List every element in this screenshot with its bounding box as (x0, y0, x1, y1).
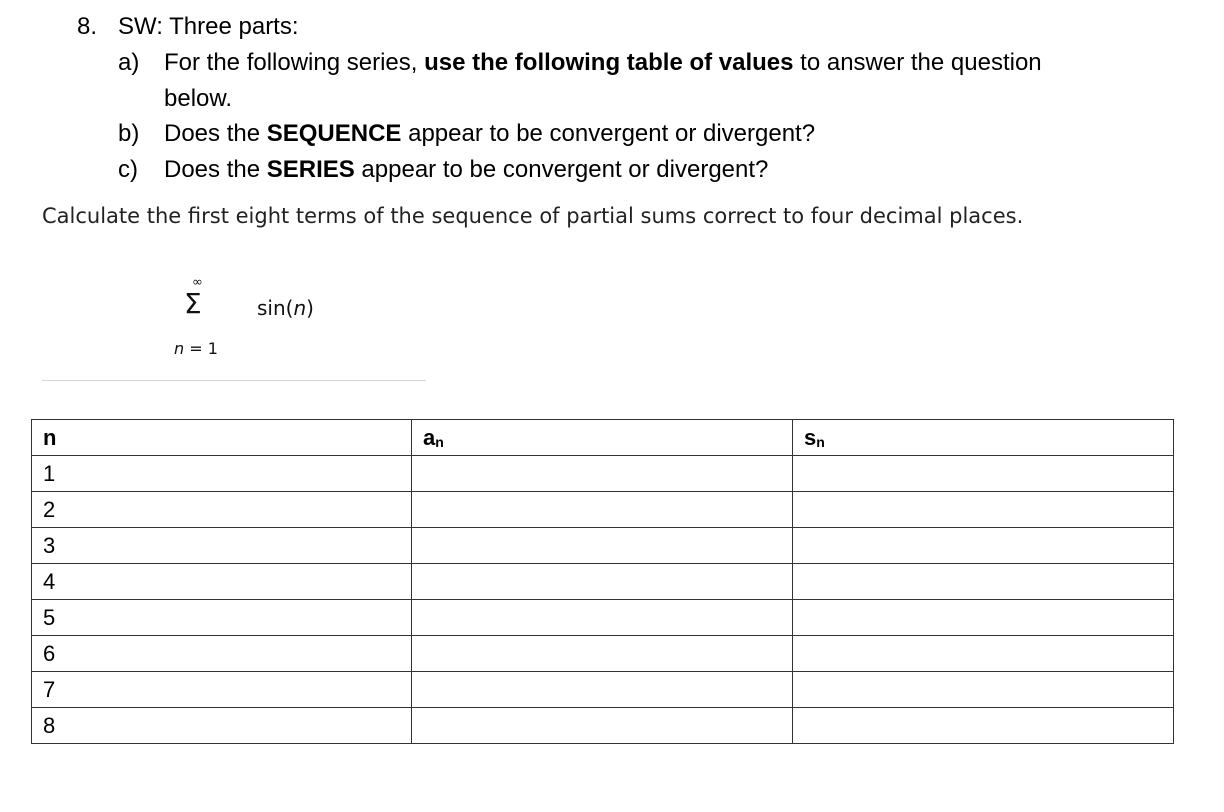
cell-n: 8 (32, 708, 412, 744)
values-table (31, 419, 1174, 744)
cell-n: 5 (32, 600, 412, 636)
cell-an[interactable] (412, 600, 793, 636)
formula-lower-limit: n = 1 (174, 339, 218, 358)
formula-sigma-symbol: Σ (184, 287, 202, 320)
cell-an[interactable] (412, 492, 793, 528)
cell-an[interactable] (412, 708, 793, 744)
table-row (32, 600, 1174, 636)
table-row (32, 672, 1174, 708)
cell-n: 1 (32, 456, 412, 492)
part-b-letter: b) (118, 120, 140, 147)
cell-sn[interactable] (793, 708, 1174, 744)
part-a-text: For the following series, use the following table of values to answer the question (164, 49, 1042, 76)
part-a-letter: a) (118, 49, 140, 76)
cell-n: 2 (32, 492, 412, 528)
table-row (32, 528, 1174, 564)
part-b-text: Does the SEQUENCE appear to be convergent or divergent? (164, 120, 816, 147)
cell-n: 4 (32, 564, 412, 600)
cell-an[interactable] (412, 672, 793, 708)
cell-an[interactable] (412, 456, 793, 492)
header-sn: $s_n$ (793, 420, 1174, 456)
cell-sn[interactable] (793, 564, 1174, 600)
cell-n: 6 (32, 636, 412, 672)
cell-sn[interactable] (793, 528, 1174, 564)
cell-n: 7 (32, 672, 412, 708)
part-c-letter: c) (118, 156, 138, 183)
part-a-text-line2: below. (164, 85, 233, 112)
header-an: $a_n$ (412, 420, 793, 456)
table-row (32, 636, 1174, 672)
formula-term: sin(n) (257, 296, 314, 320)
divider-line (42, 380, 426, 381)
question-title: SW: Three parts: (118, 13, 299, 40)
cell-sn[interactable] (793, 636, 1174, 672)
part-c-text: Does the SERIES appear to be convergent or divergent? (164, 156, 769, 183)
table-row (32, 492, 1174, 528)
cell-an[interactable] (412, 636, 793, 672)
table-row (32, 708, 1174, 744)
table-row (32, 456, 1174, 492)
table-header-row (32, 420, 1174, 456)
header-n: n (32, 420, 412, 456)
cell-sn[interactable] (793, 456, 1174, 492)
table-row (32, 564, 1174, 600)
cell-an[interactable] (412, 564, 793, 600)
cell-sn[interactable] (793, 672, 1174, 708)
instruction-text: Calculate the first eight terms of the sequence of partial sums correct to four decimal places. (42, 204, 1024, 228)
cell-an[interactable] (412, 528, 793, 564)
cell-n: 3 (32, 528, 412, 564)
question-number: 8. (77, 13, 98, 40)
cell-sn[interactable] (793, 600, 1174, 636)
formula-upper-limit: ∞ (192, 275, 203, 290)
cell-sn[interactable] (793, 492, 1174, 528)
